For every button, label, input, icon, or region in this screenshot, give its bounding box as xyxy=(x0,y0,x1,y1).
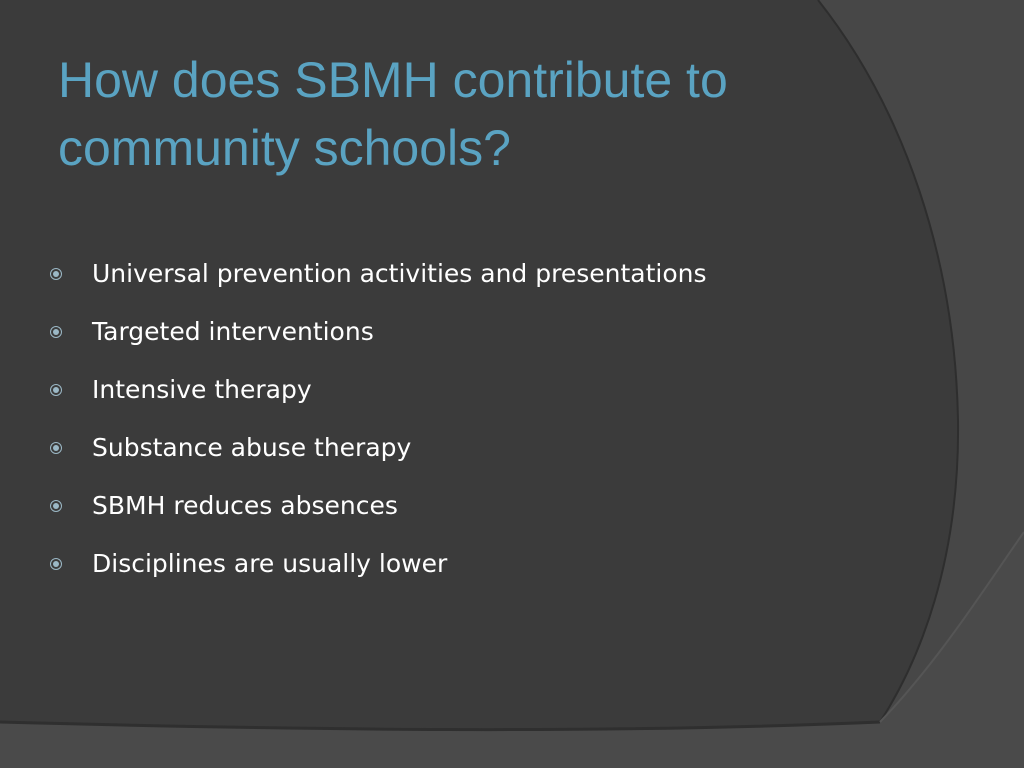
bullet-text: Intensive therapy xyxy=(92,374,312,404)
list-item xyxy=(50,360,870,418)
circled-dot-icon xyxy=(50,558,62,570)
circled-dot-icon xyxy=(50,442,62,454)
circled-dot-icon xyxy=(50,326,62,338)
bullet-text: Targeted interventions xyxy=(92,316,374,346)
bullet-text: Universal prevention activities and presentations xyxy=(92,258,707,288)
bullet-text: Substance abuse therapy xyxy=(92,432,412,462)
bullet-list xyxy=(50,244,870,592)
circled-dot-icon xyxy=(50,500,62,512)
list-item xyxy=(50,302,870,360)
list-item xyxy=(50,534,870,592)
list-item xyxy=(50,476,870,534)
bullet-text: SBMH reduces absences xyxy=(92,490,398,520)
bullet-text: Disciplines are usually lower xyxy=(92,548,448,578)
slide-title: How does SBMH contribute to community schools? xyxy=(58,52,728,176)
circled-dot-icon xyxy=(50,268,62,280)
circled-dot-icon xyxy=(50,384,62,396)
list-item xyxy=(50,418,870,476)
list-item xyxy=(50,244,870,302)
